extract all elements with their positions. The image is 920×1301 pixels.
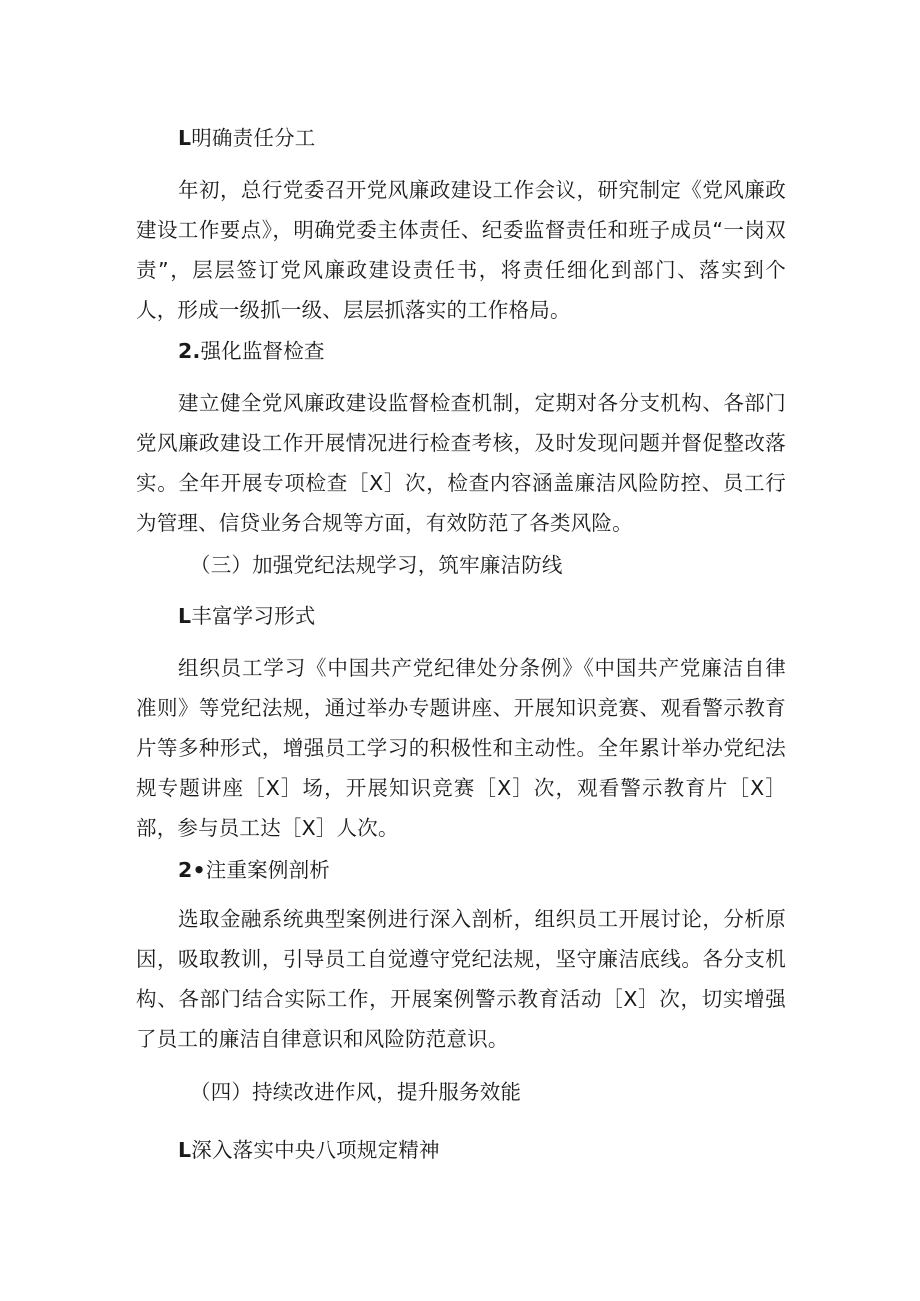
subheading-number: 2. xyxy=(178,339,201,363)
paragraph-case-analysis: 选取金融系统典型案例进行深入剖析，组织员工开展讨论，分析原因，吸取教训，引导员工自觉遵守党纪法规，坚守廉洁底线。各分支机构、各部门结合实际工作，开展案例警示教育活动［X］次，切实增强了员工的廉洁自律意识和风险防范意识。 xyxy=(136,907,786,1051)
subheading-number: 2• xyxy=(178,858,206,882)
subheading-number: L xyxy=(178,604,192,628)
subheading-supervision xyxy=(178,331,828,371)
subheading-text: 丰富学习形式 xyxy=(191,604,316,628)
subheading-eight-rules xyxy=(178,1130,828,1170)
paragraph-responsibilities: 年初，总行党委召开党风廉政建设工作会议，研究制定《党风廉政建设工作要点》，明确党委主体责任、纪委监督责任和班子成员“一岗双责”，层层签订党风廉政建设责任书，将责任细化到部门、落实到个人，形成一级抓一级、层层抓落实的工作格局。 xyxy=(136,178,786,322)
subheading-number: L xyxy=(178,1138,192,1162)
subheading-text: 强化监督检查 xyxy=(200,339,325,363)
section-heading-four: （四）持续改进作风，提升服务效能 xyxy=(190,1080,522,1104)
subheading-text: 明确责任分工 xyxy=(191,126,316,150)
paragraph-study-forms: 组织员工学习《中国共产党纪律处分条例》《中国共产党廉洁自律准则》等党纪法规，通过举办专题讲座、开展知识竞赛、观看警示教育片等多种形式，增强员工学习的积极性和主动性。全年累计举办党纪法规专题讲座［X］场，开展知识竞赛［X］次，观看警示教育片［X］部，参与员工达［X］人次。 xyxy=(136,656,786,840)
subheading-clarify-responsibilities xyxy=(178,118,828,158)
paragraph-supervision: 建立健全党风廉政建设监督检查机制，定期对各分支机构、各部门党风廉政建设工作开展情况进行检查考核，及时发现问题并督促整改落实。全年开展专项检查［X］次，检查内容涵盖廉洁风险防控、员工行为管理、信贷业务合规等方面，有效防范了各类风险。 xyxy=(136,391,786,535)
section-heading-three: （三）加强党纪法规学习，筑牢廉洁防线 xyxy=(190,553,563,577)
subheading-case-analysis xyxy=(178,850,828,890)
subheading-study-forms xyxy=(178,596,828,636)
subheading-number: L xyxy=(178,126,192,150)
subheading-text: 深入落实中央八项规定精神 xyxy=(191,1138,440,1162)
subheading-text: 注重案例剖析 xyxy=(205,858,330,882)
